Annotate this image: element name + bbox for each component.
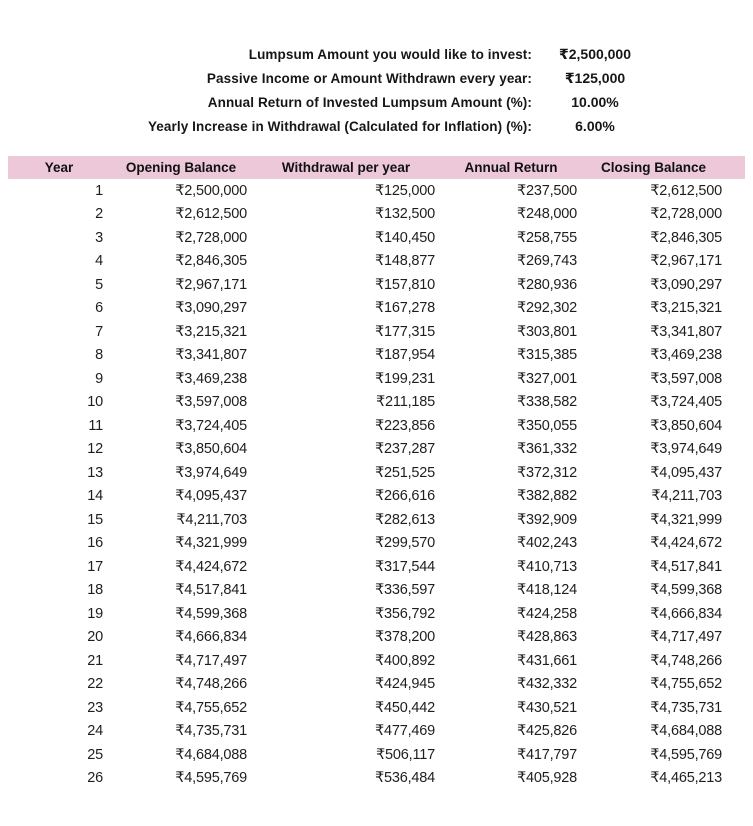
withdrawal-cell: ₹266,616 xyxy=(374,488,435,504)
annual-return-cell: ₹361,332 xyxy=(516,441,577,457)
year-cell: 17 xyxy=(87,558,103,575)
year-cell: 7 xyxy=(95,323,103,340)
inflation-value: 6.00% xyxy=(575,118,615,134)
annual-return-cell: ₹425,826 xyxy=(516,723,577,739)
annual-return-cell: ₹405,928 xyxy=(516,770,577,786)
year-cell: 25 xyxy=(87,746,103,763)
opening-balance-cell: ₹4,599,368 xyxy=(175,605,247,622)
year-cell: 26 xyxy=(87,770,103,786)
annual-return-cell: ₹382,882 xyxy=(516,488,577,504)
closing-balance-cell: ₹4,321,999 xyxy=(650,511,722,528)
withdrawal-cell: ₹506,117 xyxy=(376,746,435,763)
annual-return-cell: ₹402,243 xyxy=(516,535,577,551)
table-row xyxy=(8,743,745,767)
year-cell: 3 xyxy=(95,229,103,246)
table-row xyxy=(8,602,745,626)
opening-balance-cell: ₹3,469,238 xyxy=(175,370,247,387)
table-row xyxy=(8,203,745,227)
year-cell: 22 xyxy=(87,676,103,692)
column-header-closing: Closing Balance xyxy=(582,156,745,179)
opening-balance-cell: ₹4,755,652 xyxy=(175,699,247,716)
opening-balance-cell: ₹4,211,703 xyxy=(176,511,247,528)
annual-return-cell: ₹338,582 xyxy=(516,394,577,410)
table-row xyxy=(8,273,745,297)
annual-return-cell: ₹292,302 xyxy=(516,300,577,316)
annual-return-value: 10.00% xyxy=(571,94,619,110)
year-cell: 21 xyxy=(87,652,103,669)
opening-balance-cell: ₹2,500,000 xyxy=(175,182,247,199)
year-cell: 13 xyxy=(87,464,103,481)
year-cell: 10 xyxy=(87,394,103,410)
annual-return-cell: ₹392,909 xyxy=(516,511,577,528)
table-row xyxy=(8,649,745,673)
table-body xyxy=(8,179,745,790)
closing-balance-cell: ₹4,595,769 xyxy=(650,746,722,763)
opening-balance-cell: ₹4,424,672 xyxy=(175,558,247,575)
table-row xyxy=(8,391,745,415)
closing-balance-cell: ₹3,597,008 xyxy=(650,370,722,387)
withdrawal-cell: ₹400,892 xyxy=(374,652,435,669)
year-cell: 15 xyxy=(87,511,103,528)
withdrawal-cell: ₹237,287 xyxy=(374,441,435,457)
withdrawal-cell: ₹536,484 xyxy=(374,770,435,786)
withdrawal-cell: ₹378,200 xyxy=(374,629,435,645)
column-header-year: Year xyxy=(8,156,110,179)
annual-return-cell: ₹428,863 xyxy=(516,629,577,645)
opening-balance-cell: ₹2,728,000 xyxy=(175,229,247,246)
opening-balance-cell: ₹3,597,008 xyxy=(175,394,247,410)
annual-return-cell: ₹327,001 xyxy=(516,370,577,387)
table-row xyxy=(8,767,745,791)
inflation-label: Yearly Increase in Withdrawal (Calculated for Inflation) (%): xyxy=(147,118,532,134)
year-cell: 2 xyxy=(95,206,103,222)
table-row xyxy=(8,626,745,650)
opening-balance-cell: ₹4,595,769 xyxy=(175,770,247,786)
closing-balance-cell: ₹4,211,703 xyxy=(651,488,722,504)
table-row xyxy=(8,555,745,579)
withdrawal-cell: ₹251,525 xyxy=(374,464,435,481)
opening-balance-cell: ₹3,724,405 xyxy=(175,417,247,434)
closing-balance-cell: ₹4,755,652 xyxy=(650,676,722,692)
closing-balance-cell: ₹4,424,672 xyxy=(650,535,722,551)
withdrawal-cell: ₹140,450 xyxy=(374,229,435,246)
year-cell: 23 xyxy=(87,699,103,716)
opening-balance-cell: ₹4,717,497 xyxy=(175,652,247,669)
opening-balance-cell: ₹4,684,088 xyxy=(175,746,247,763)
opening-balance-cell: ₹4,321,999 xyxy=(175,535,247,551)
opening-balance-cell: ₹3,974,649 xyxy=(175,464,247,481)
annual-return-cell: ₹410,713 xyxy=(516,558,577,575)
table-row xyxy=(8,367,745,391)
year-cell: 11 xyxy=(88,417,103,434)
closing-balance-cell: ₹3,850,604 xyxy=(650,417,722,434)
year-cell: 14 xyxy=(87,488,103,504)
withdrawal-cell: ₹223,856 xyxy=(374,417,435,434)
annual-return-cell: ₹350,055 xyxy=(516,417,577,434)
withdrawal-cell: ₹187,954 xyxy=(374,347,435,363)
withdrawal-cell: ₹211,185 xyxy=(376,394,435,410)
year-cell: 12 xyxy=(87,441,103,457)
opening-balance-cell: ₹3,090,297 xyxy=(175,300,247,316)
withdrawal-value: ₹125,000 xyxy=(564,69,626,86)
lumpsum-value: ₹2,500,000 xyxy=(558,45,632,62)
opening-balance-cell: ₹4,748,266 xyxy=(175,676,247,692)
closing-balance-cell: ₹4,717,497 xyxy=(650,629,722,645)
swp-schedule-table xyxy=(8,156,745,790)
annual-return-cell: ₹258,755 xyxy=(516,229,577,246)
closing-balance-cell: ₹3,341,807 xyxy=(650,323,722,340)
table-row xyxy=(8,226,745,250)
annual-return-cell: ₹315,385 xyxy=(516,347,577,363)
annual-return-cell: ₹372,312 xyxy=(516,464,577,481)
withdrawal-cell: ₹148,877 xyxy=(374,253,435,269)
calculator-inputs xyxy=(0,0,753,138)
table-row xyxy=(8,179,745,203)
closing-balance-cell: ₹4,748,266 xyxy=(650,652,722,669)
closing-balance-cell: ₹4,599,368 xyxy=(650,582,722,598)
closing-balance-cell: ₹4,684,088 xyxy=(650,723,722,739)
input-row-lumpsum xyxy=(0,42,753,66)
closing-balance-cell: ₹4,095,437 xyxy=(650,464,722,481)
column-header-opening: Opening Balance xyxy=(110,156,252,179)
table-row xyxy=(8,438,745,462)
input-row-withdrawal xyxy=(0,66,753,90)
annual-return-label: Annual Return of Invested Lumpsum Amount (%): xyxy=(207,94,532,110)
lumpsum-label: Lumpsum Amount you would like to invest: xyxy=(248,46,532,62)
opening-balance-cell: ₹4,095,437 xyxy=(175,488,247,504)
closing-balance-cell: ₹4,735,731 xyxy=(650,699,722,716)
table-row xyxy=(8,320,745,344)
closing-balance-cell: ₹3,090,297 xyxy=(650,276,722,293)
annual-return-cell: ₹431,661 xyxy=(516,652,577,669)
withdrawal-cell: ₹450,442 xyxy=(374,699,435,716)
column-header-return: Annual Return xyxy=(440,156,582,179)
annual-return-cell: ₹237,500 xyxy=(516,182,577,199)
table-row xyxy=(8,414,745,438)
year-cell: 1 xyxy=(95,182,103,199)
opening-balance-cell: ₹4,666,834 xyxy=(175,629,247,645)
annual-return-cell: ₹303,801 xyxy=(516,323,577,340)
opening-balance-cell: ₹4,517,841 xyxy=(175,582,247,598)
withdrawal-cell: ₹132,500 xyxy=(374,206,435,222)
table-row xyxy=(8,508,745,532)
table-row xyxy=(8,297,745,321)
table-row xyxy=(8,461,745,485)
year-cell: 19 xyxy=(87,605,103,622)
year-cell: 8 xyxy=(95,347,103,363)
annual-return-cell: ₹417,797 xyxy=(516,746,577,763)
opening-balance-cell: ₹2,846,305 xyxy=(175,253,247,269)
withdrawal-cell: ₹125,000 xyxy=(374,182,435,199)
withdrawal-cell: ₹157,810 xyxy=(374,276,435,293)
annual-return-cell: ₹280,936 xyxy=(516,276,577,293)
opening-balance-cell: ₹3,215,321 xyxy=(175,323,247,340)
closing-balance-cell: ₹2,846,305 xyxy=(650,229,722,246)
table-header-row xyxy=(8,156,745,179)
input-row-annual-return xyxy=(0,90,753,114)
opening-balance-cell: ₹3,341,807 xyxy=(175,347,247,363)
closing-balance-cell: ₹3,469,238 xyxy=(650,347,722,363)
opening-balance-cell: ₹4,735,731 xyxy=(175,723,247,739)
table-row xyxy=(8,696,745,720)
withdrawal-cell: ₹167,278 xyxy=(374,300,435,316)
annual-return-cell: ₹424,258 xyxy=(516,605,577,622)
table-row xyxy=(8,720,745,744)
withdrawal-label: Passive Income or Amount Withdrawn every year: xyxy=(206,70,532,86)
withdrawal-cell: ₹424,945 xyxy=(374,676,435,692)
closing-balance-cell: ₹4,465,213 xyxy=(650,770,722,786)
table-header xyxy=(8,156,745,179)
year-cell: 4 xyxy=(95,253,103,269)
column-header-withdrawal: Withdrawal per year xyxy=(252,156,440,179)
year-cell: 9 xyxy=(95,370,103,387)
table-row xyxy=(8,532,745,556)
input-row-inflation xyxy=(0,114,753,138)
opening-balance-cell: ₹3,850,604 xyxy=(175,441,247,457)
opening-balance-cell: ₹2,612,500 xyxy=(175,206,247,222)
table-row xyxy=(8,579,745,603)
closing-balance-cell: ₹2,728,000 xyxy=(650,206,722,222)
table-row xyxy=(8,344,745,368)
withdrawal-cell: ₹177,315 xyxy=(374,323,435,340)
annual-return-cell: ₹269,743 xyxy=(516,253,577,269)
opening-balance-cell: ₹2,967,171 xyxy=(175,276,247,293)
year-cell: 5 xyxy=(95,276,103,293)
withdrawal-cell: ₹199,231 xyxy=(374,370,435,387)
closing-balance-cell: ₹2,967,171 xyxy=(650,253,722,269)
year-cell: 6 xyxy=(95,300,103,316)
table-row xyxy=(8,250,745,274)
withdrawal-cell: ₹282,613 xyxy=(374,511,435,528)
year-cell: 16 xyxy=(87,535,103,551)
closing-balance-cell: ₹2,612,500 xyxy=(650,182,722,199)
withdrawal-cell: ₹336,597 xyxy=(374,582,435,598)
closing-balance-cell: ₹4,517,841 xyxy=(650,558,722,575)
annual-return-cell: ₹418,124 xyxy=(516,582,577,598)
year-cell: 24 xyxy=(87,723,103,739)
annual-return-cell: ₹248,000 xyxy=(516,206,577,222)
table-row xyxy=(8,485,745,509)
withdrawal-cell: ₹477,469 xyxy=(374,723,435,739)
table-row xyxy=(8,673,745,697)
withdrawal-cell: ₹356,792 xyxy=(374,605,435,622)
closing-balance-cell: ₹3,215,321 xyxy=(650,300,722,316)
withdrawal-cell: ₹299,570 xyxy=(374,535,435,551)
closing-balance-cell: ₹3,724,405 xyxy=(650,394,722,410)
withdrawal-cell: ₹317,544 xyxy=(374,558,435,575)
annual-return-cell: ₹432,332 xyxy=(516,676,577,692)
closing-balance-cell: ₹3,974,649 xyxy=(650,441,722,457)
closing-balance-cell: ₹4,666,834 xyxy=(650,605,722,622)
year-cell: 20 xyxy=(87,629,103,645)
annual-return-cell: ₹430,521 xyxy=(516,699,577,716)
year-cell: 18 xyxy=(87,582,103,598)
